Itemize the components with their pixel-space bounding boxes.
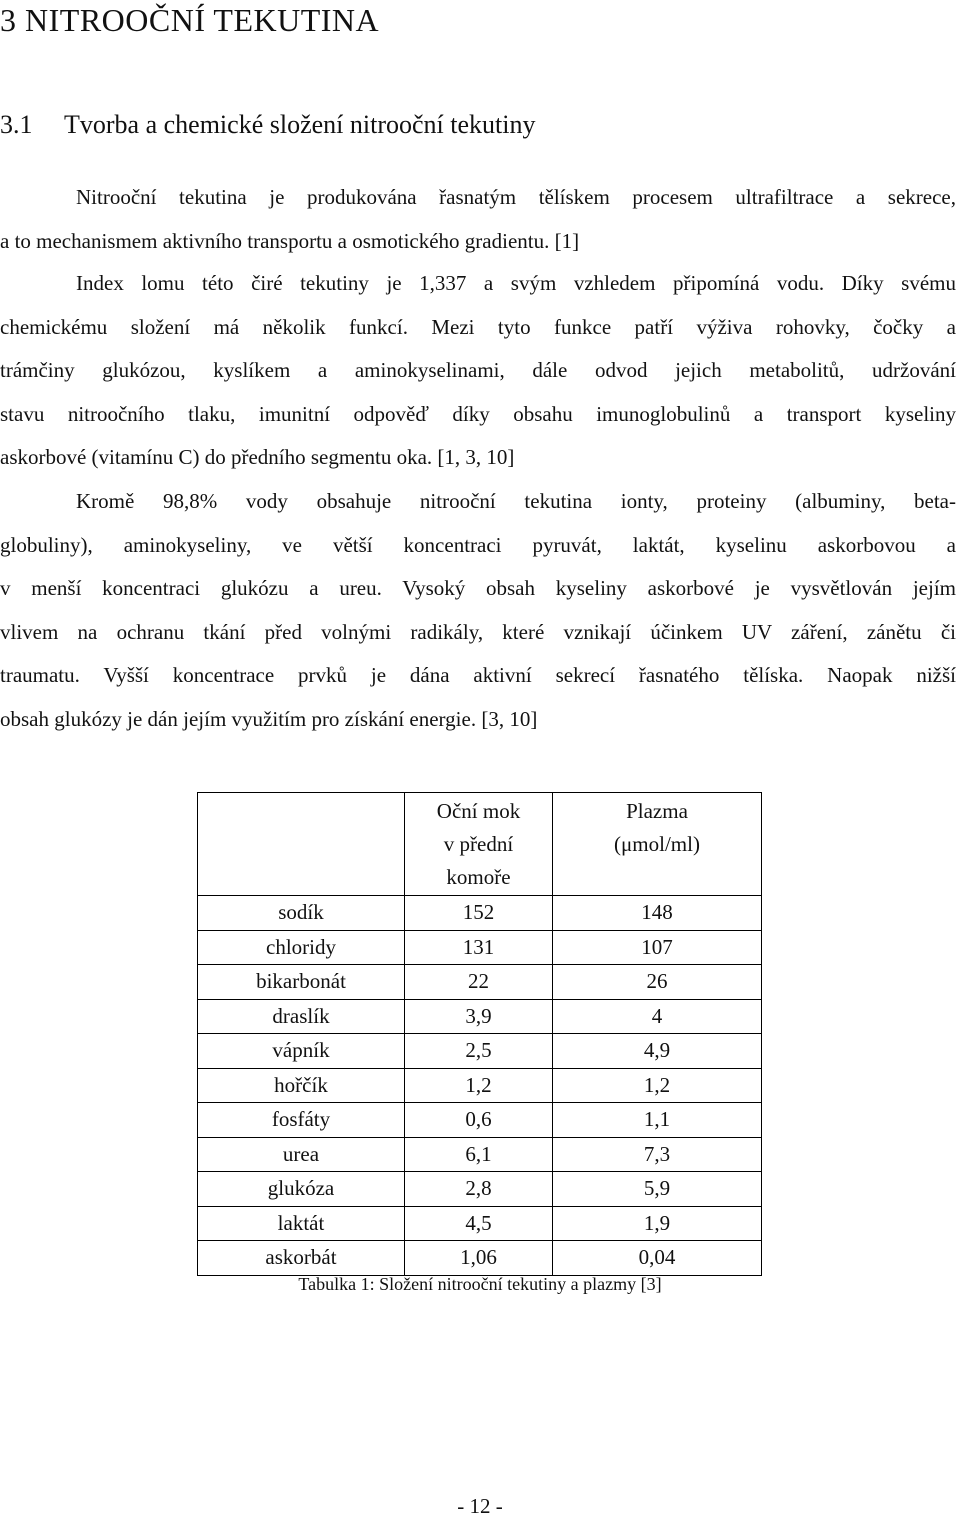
paragraph-line: Index lomu této čiré tekutiny je 1,337 a svým vzhledem připomíná vodu. Díky svému: [76, 271, 956, 295]
table-row: askorbát 1,06 0,04: [198, 1241, 762, 1276]
paragraph-line: Nitrooční tekutina je produkována řasnatým tělískem procesem ultrafiltrace a sekrece,: [76, 185, 956, 209]
paragraph-line: globuliny), aminokyseliny, ve větší koncentraci pyruvát, laktát, kyselinu askorbovou a: [0, 532, 956, 557]
section-heading: [0, 110, 535, 140]
paragraph-line: chemickému složení má několik funkcí. Mezi tyto funkce patří výživa rohovky, čočky a: [0, 314, 956, 339]
paragraph-line: vlivem na ochranu tkání před volnými radikály, které vznikají účinkem UV záření, zánětu či: [0, 619, 956, 644]
table-row: fosfáty 0,6 1,1: [198, 1103, 762, 1138]
paragraph-line: trámčiny glukózou, kyslíkem a aminokyselinami, dále odvod jejich metabolitů, udržování: [0, 358, 956, 382]
table-header-row: [198, 793, 762, 896]
table-row: urea 6,1 7,3: [198, 1137, 762, 1172]
table-row: sodík 152 148: [198, 896, 762, 931]
section-number: 3.1: [0, 110, 33, 139]
table-header-plasma: Plazma (μmol/ml): [553, 793, 762, 896]
chapter-number: 3: [0, 2, 17, 38]
paragraph-2: [0, 262, 956, 480]
chapter-title: NITROOČNÍ TEKUTINA: [25, 2, 380, 38]
paragraph-line: askorbové (vitamínu C) do předního segmentu oka. [1, 3, 10]: [0, 445, 515, 469]
table-row: vápník 2,5 4,9: [198, 1034, 762, 1069]
chapter-heading: [0, 2, 379, 39]
paragraph-line: a to mechanismem aktivního transportu a osmotického gradientu. [1]: [0, 228, 580, 253]
table-row: chloridy 131 107: [198, 930, 762, 965]
paragraph-line: stavu nitroočního tlaku, imunitní odpověď díky obsahu imunoglobulinů a transport kyseliny: [0, 401, 956, 426]
table-caption: Tabulka 1: Složení nitrooční tekutiny a plazmy [3]: [298, 1274, 662, 1294]
page-number: - 12 -: [457, 1494, 503, 1518]
composition-table: [197, 792, 762, 1276]
table-header-empty: [198, 793, 405, 896]
section-title: Tvorba a chemické složení nitrooční tekutiny: [64, 110, 536, 139]
table-row: glukóza 2,8 5,9: [198, 1172, 762, 1207]
paragraph-line: v menší koncentraci glukózu a ureu. Vysoký obsah kyseliny askorbové je vysvětlován jejím: [0, 576, 956, 600]
paragraph-line: Kromě 98,8% vody obsahuje nitrooční tekutina ionty, proteiny (albuminy, beta-: [76, 489, 956, 513]
table-row: bikarbonát 22 26: [198, 965, 762, 1000]
paragraph-1: [0, 176, 956, 263]
paragraph-line: obsah glukózy je dán jejím využitím pro získání energie. [3, 10]: [0, 706, 538, 731]
table-header-aqueous: Oční mok v přední komoře: [405, 793, 553, 896]
paragraph-3: [0, 480, 956, 741]
table-row: hořčík 1,2 1,2: [198, 1068, 762, 1103]
table-row: draslík 3,9 4: [198, 999, 762, 1034]
table-row: laktát 4,5 1,9: [198, 1206, 762, 1241]
paragraph-line: traumatu. Vyšší koncentrace prvků je dána aktivní sekrecí řasnatého tělíska. Naopak nižší: [0, 663, 956, 687]
